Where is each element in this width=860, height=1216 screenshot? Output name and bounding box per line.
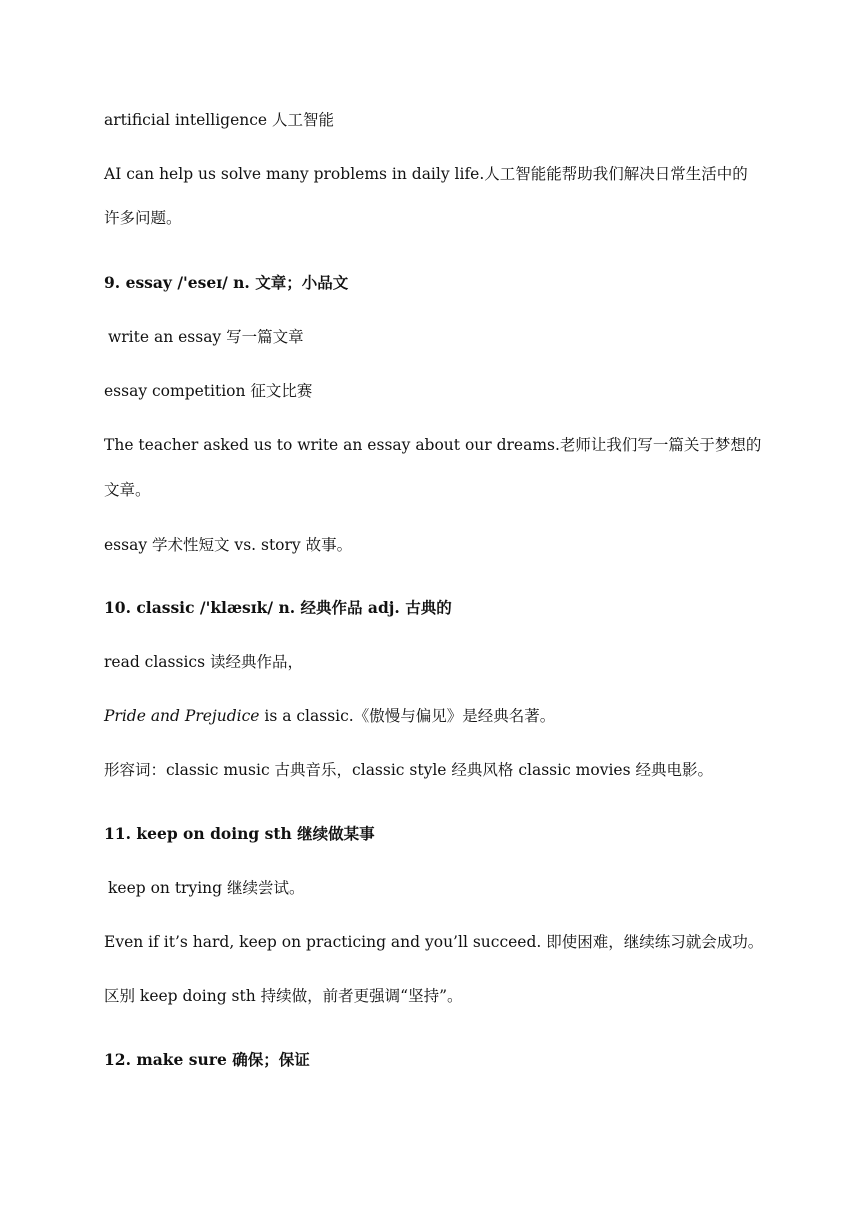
- phrase-keep-on-trying: keep on trying 继续尝试。: [108, 879, 305, 897]
- example-essay-line-1: The teacher asked us to write an essay about our dreams.老师让我们写一篇关于梦想的: [104, 436, 762, 454]
- phrase-artificial-intelligence: artificial intelligence 人工智能: [104, 111, 335, 129]
- example-ai-line-2: 许多问题。: [104, 209, 182, 227]
- phrase-read-classics: read classics 读经典作品，: [104, 653, 303, 671]
- example-classic: [104, 706, 764, 726]
- example-ai-line-1: AI can help us solve many problems in daily life.人工智能能帮助我们解决日常生活中的: [104, 165, 748, 183]
- book-title: Pride and Prejudice: [104, 707, 260, 725]
- note-classic-adjective: 形容词：classic music 古典音乐，classic style 经典风格 classic movies 经典电影。: [104, 761, 713, 779]
- note-keep-doing: 区别 keep doing sth 持续做，前者更强调“坚持”。: [104, 987, 463, 1005]
- example-classic-rest: is a classic.《傲慢与偏见》是经典名著。: [259, 707, 556, 725]
- phrase-essay-competition: essay competition 征文比赛: [104, 382, 313, 400]
- heading-classic: 10. classic /'klæsɪk/ n. 经典作品 adj. 古典的: [104, 598, 452, 617]
- example-keep-on: Even if it’s hard, keep on practicing and you’ll succeed. 即使困难，继续练习就会成功。: [104, 933, 764, 951]
- note-essay-vs-story: essay 学术性短文 vs. story 故事。: [104, 536, 353, 554]
- example-essay-line-2: 文章。: [104, 481, 151, 499]
- heading-keep-on-doing: 11. keep on doing sth 继续做某事: [104, 824, 375, 843]
- heading-make-sure: 12. make sure 确保；保证: [104, 1050, 310, 1069]
- heading-essay: 9. essay /'eseɪ/ n. 文章；小品文: [104, 273, 349, 292]
- phrase-write-an-essay: write an essay 写一篇文章: [108, 328, 304, 346]
